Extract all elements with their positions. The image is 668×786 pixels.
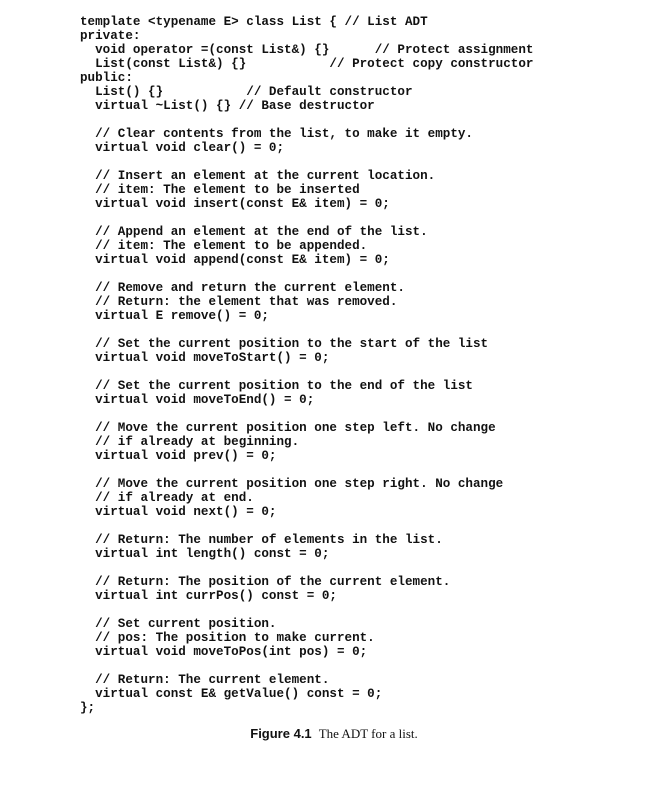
code-line: // Clear contents from the list, to make it empty. bbox=[80, 127, 473, 141]
figure-caption bbox=[0, 726, 668, 742]
code-line: // Append an element at the end of the list. bbox=[80, 225, 428, 239]
code-line: // Return: The number of elements in the list. bbox=[80, 533, 443, 547]
code-line bbox=[80, 365, 640, 379]
code-line bbox=[80, 519, 640, 533]
code-line: // Set the current position to the start of the list bbox=[80, 337, 489, 351]
code-line: virtual void clear() = 0; bbox=[80, 141, 285, 155]
code-line: virtual int length() const = 0; bbox=[80, 547, 330, 561]
code-line: virtual void next() = 0; bbox=[80, 505, 277, 519]
code-line: virtual E remove() = 0; bbox=[80, 309, 269, 323]
figure-label: Figure 4.1 bbox=[250, 726, 312, 741]
code-line bbox=[80, 561, 640, 575]
code-line: // Insert an element at the current location. bbox=[80, 169, 436, 183]
code-line: virtual void moveToPos(int pos) = 0; bbox=[80, 645, 368, 659]
code-line: // item: The element to be inserted bbox=[80, 183, 360, 197]
code-line bbox=[80, 603, 640, 617]
code-line bbox=[80, 211, 640, 225]
code-line: // Return: The current element. bbox=[80, 673, 330, 687]
code-line bbox=[80, 407, 640, 421]
code-line bbox=[80, 267, 640, 281]
code-line: // Return: the element that was removed. bbox=[80, 295, 398, 309]
code-listing bbox=[80, 15, 640, 715]
code-line: void operator =(const List&) {} // Protect assignment bbox=[80, 43, 534, 57]
code-line: // if already at beginning. bbox=[80, 435, 300, 449]
code-line: // Move the current position one step left. No change bbox=[80, 421, 496, 435]
code-line: // item: The element to be appended. bbox=[80, 239, 368, 253]
code-line: virtual void prev() = 0; bbox=[80, 449, 277, 463]
code-line: virtual void moveToStart() = 0; bbox=[80, 351, 330, 365]
code-line: virtual int currPos() const = 0; bbox=[80, 589, 337, 603]
code-line: private: bbox=[80, 29, 141, 43]
code-line: // if already at end. bbox=[80, 491, 254, 505]
code-line: }; bbox=[80, 701, 96, 715]
code-line: virtual void append(const E& item) = 0; bbox=[80, 253, 390, 267]
figure-caption-text: The ADT for a list. bbox=[318, 726, 418, 741]
code-line: // Return: The position of the current element. bbox=[80, 575, 451, 589]
code-line: virtual void insert(const E& item) = 0; bbox=[80, 197, 390, 211]
code-line: virtual const E& getValue() const = 0; bbox=[80, 687, 383, 701]
code-line bbox=[80, 113, 640, 127]
code-line: template <typename E> class List { // List ADT bbox=[80, 15, 428, 29]
code-line: // Remove and return the current element. bbox=[80, 281, 405, 295]
code-line bbox=[80, 323, 640, 337]
code-line: // Move the current position one step right. No change bbox=[80, 477, 504, 491]
code-line: // Set the current position to the end of the list bbox=[80, 379, 473, 393]
code-line: virtual ~List() {} // Base destructor bbox=[80, 99, 375, 113]
code-line: // Set current position. bbox=[80, 617, 277, 631]
code-line: List(const List&) {} // Protect copy constructor bbox=[80, 57, 534, 71]
code-line: public: bbox=[80, 71, 133, 85]
code-line: virtual void moveToEnd() = 0; bbox=[80, 393, 315, 407]
code-line bbox=[80, 463, 640, 477]
code-line: List() {} // Default constructor bbox=[80, 85, 413, 99]
code-line: // pos: The position to make current. bbox=[80, 631, 375, 645]
code-line bbox=[80, 659, 640, 673]
code-line bbox=[80, 155, 640, 169]
